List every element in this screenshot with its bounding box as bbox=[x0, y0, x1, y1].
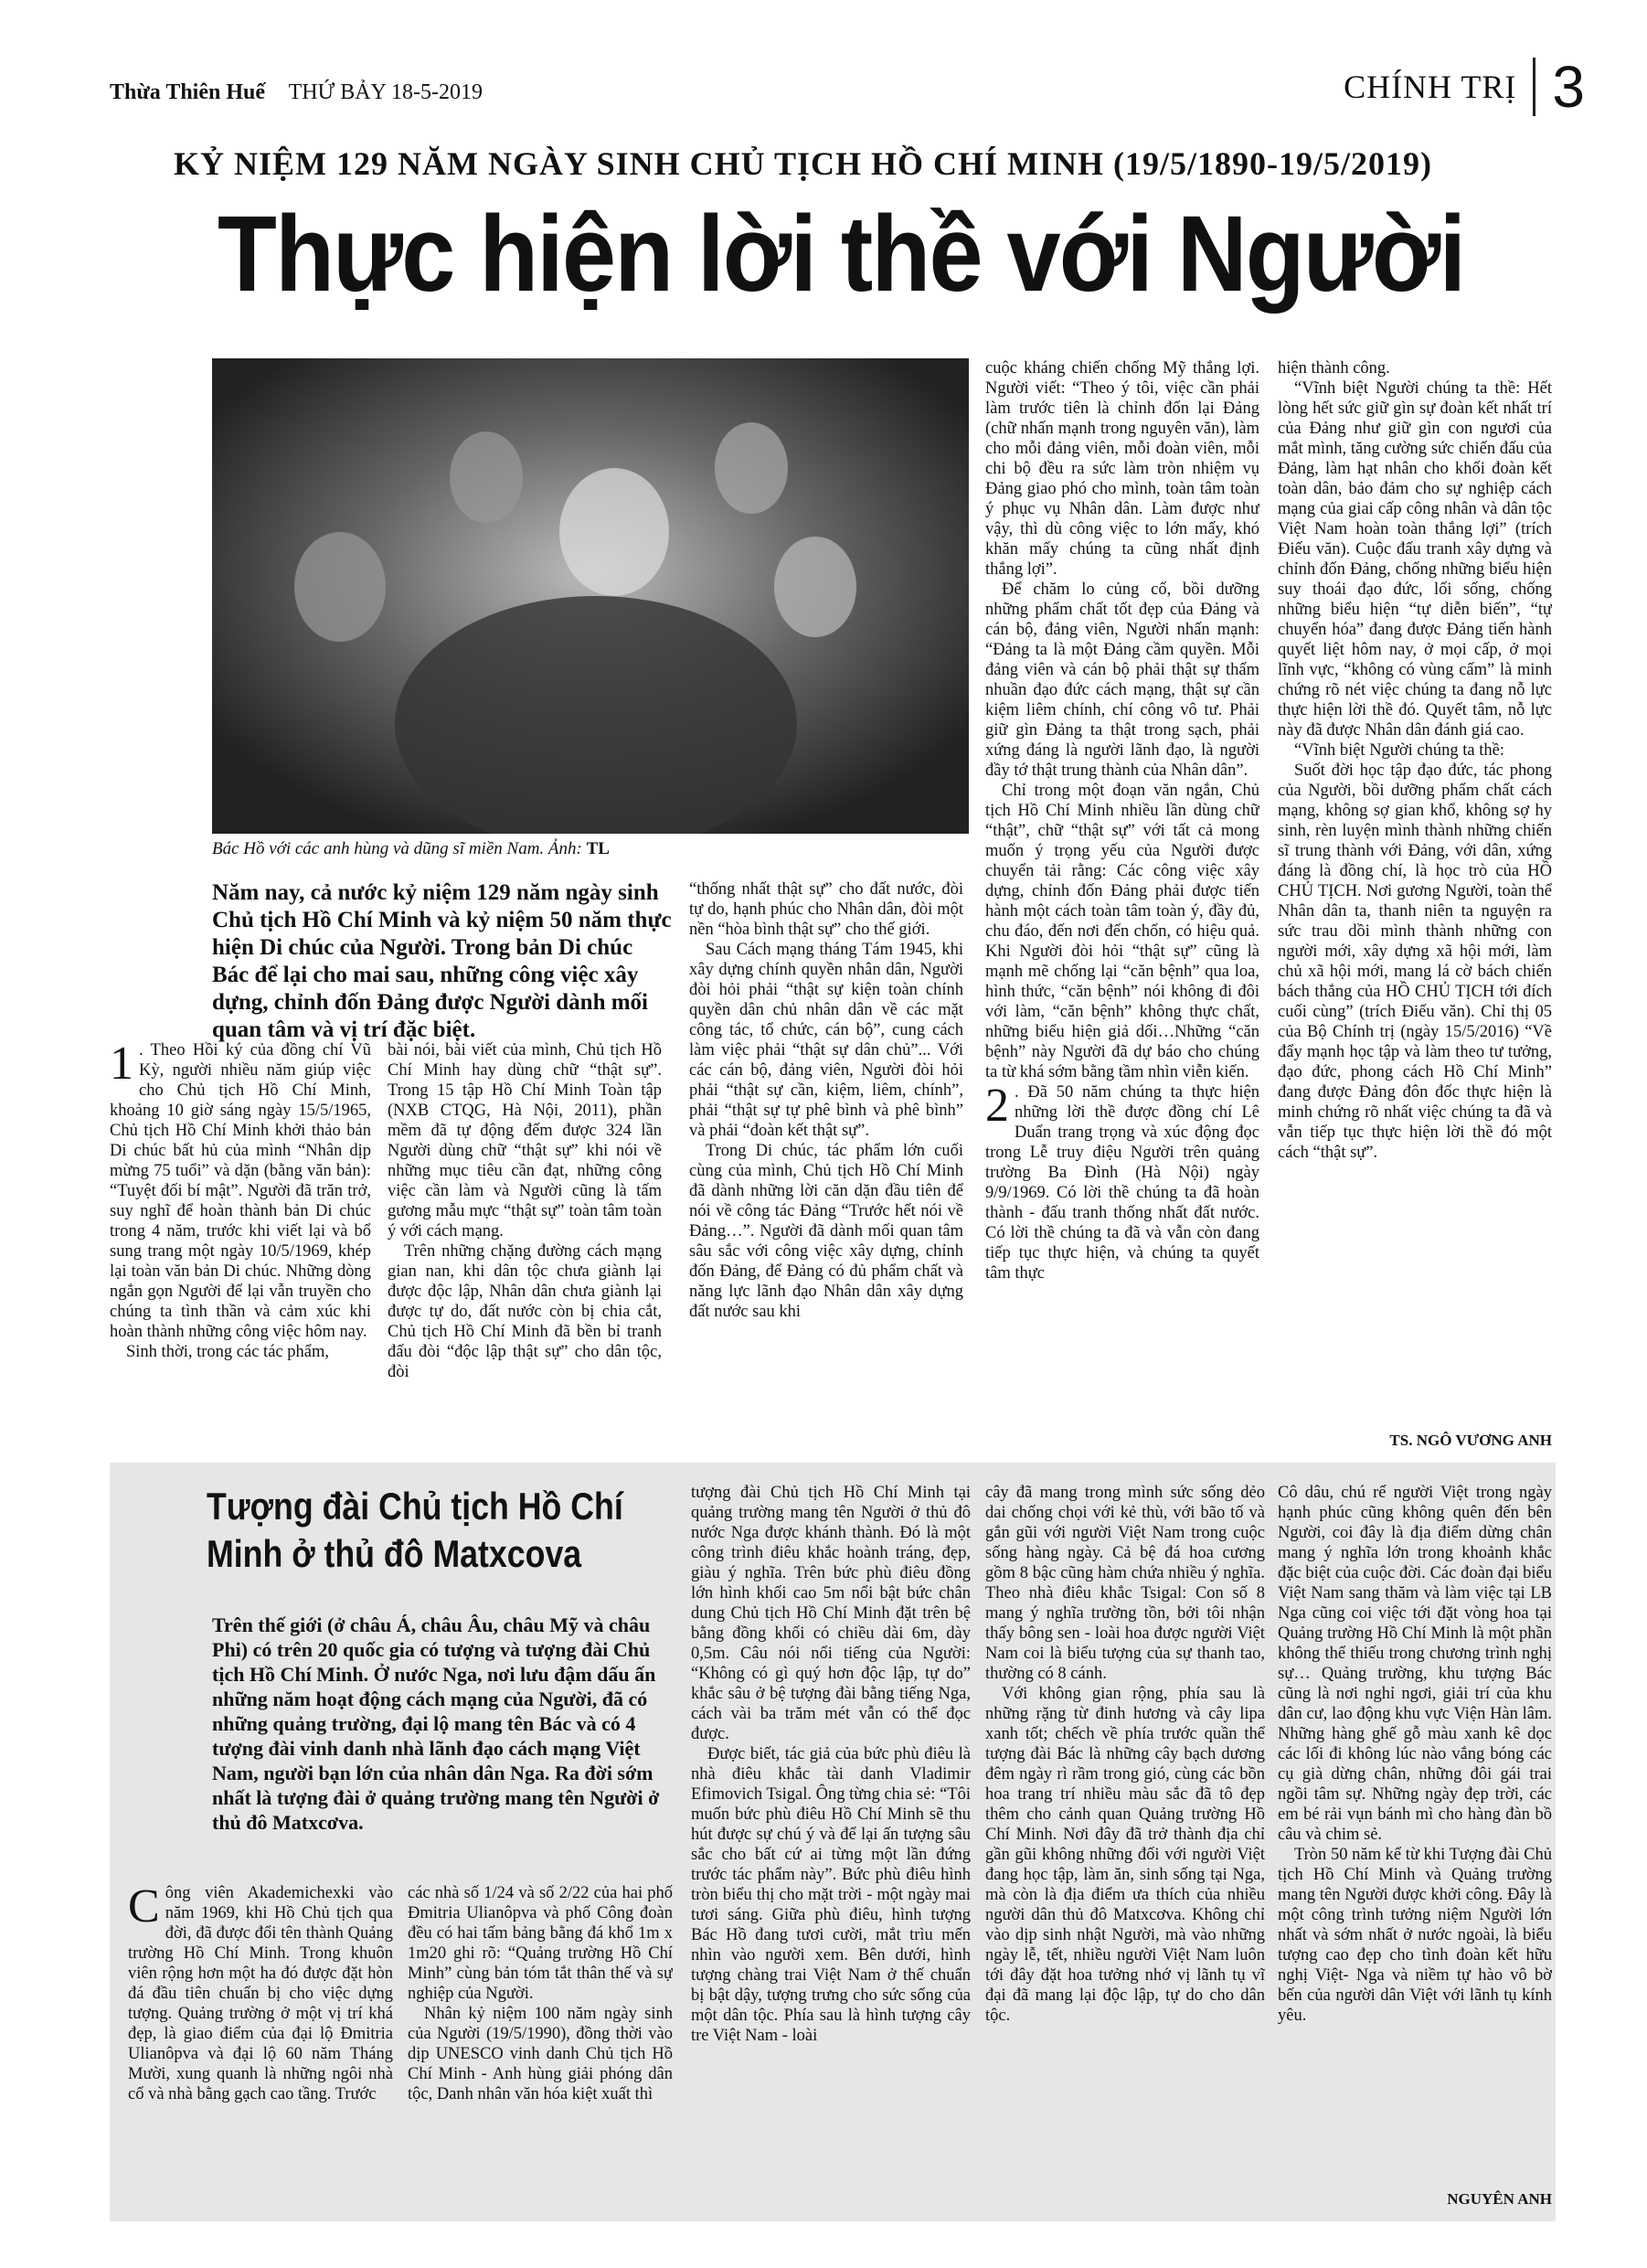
box-headline: Tượng đài Chủ tịch Hồ Chí Minh ở thủ đô Matxcova bbox=[207, 1485, 623, 1575]
article-column-5 bbox=[1278, 358, 1552, 1428]
section-name: CHÍNH TRỊ bbox=[1344, 69, 1517, 105]
col5-p1: hiện thành công. bbox=[1278, 359, 1390, 378]
article-column-3 bbox=[689, 879, 963, 1457]
box-column-1 bbox=[128, 1883, 393, 2212]
article-byline: TS. NGÔ VƯƠNG ANH bbox=[1389, 1432, 1552, 1449]
issue-date: THỨ BẢY 18-5-2019 bbox=[288, 80, 483, 104]
box-col3-p1: tượng đài Chủ tịch Hồ Chí Minh tại quảng trường mang tên Người ở thủ đô nước Nga được khánh thành. Đó là một công trình điêu khắc hoành tráng, đẹp, giàu ý nghĩa. Trên bức phù điêu đồng lớn hình khối cao 5m nổi bật bức chân dung Chủ tịch Hồ Chí Minh đặt trên bệ bằng đồng khối có chiều dài 6m, dày 0,5m. Câu nói nổi tiếng của Người: “Không có gì quý hơn độc lập, tự do” khắc sâu ở bệ tượng đài bằng tiếng Nga, cách vài ba trăm mét vẫn có thể đọc được. bbox=[691, 1484, 971, 1743]
box-byline: NGUYÊN ANH bbox=[1447, 2190, 1552, 2208]
col4-p4: . Đã 50 năm chúng ta thực hiện những lời thề được đồng chí Lê Duẩn trang trọng và xúc động đọc trong Lễ truy điệu Người trên quảng trường Ba Đình (Hà Nội) ngày 9/9/1969. Có lời thề chúng ta đã hoàn thành - đấu tranh thống nhất đất nước. Có lời thề chúng ta đã và vẫn còn đang tiếp tục thực hiện, và chúng ta quyết tâm thực bbox=[985, 1083, 1259, 1283]
photo-image bbox=[212, 358, 969, 834]
col5-p3: “Vĩnh biệt Người chúng ta thề: bbox=[1294, 741, 1504, 760]
col5-p4: Suốt đời học tập đạo đức, tác phong của Người, bồi dưỡng phẩm chất cách mạng, không sợ gian khổ, không sợ hy sinh, rèn luyện mình thành những chiến sĩ trung thành với Đảng, với dân, xứng đáng là đồng chí, là học trò của HỒ CHỦ TỊCH. Nơi gương Người, toàn thể Nhân dân ta, thanh niên ta nguyện ra sức trau dồi mình thành những con người mới, xây dựng xã hội mới, làm chủ xã hội mới, mang lá cờ bách chiến bách thắng của HỒ CHỦ TỊCH tới đích cuối cùng” (trích Điếu văn). Chỉ thị 05 của Bộ Chính trị (ngày 15/5/2016) “Về đẩy mạnh học tập và làm theo tư tưởng, đạo đức, phong cách Hồ Chí Minh” đang được Đảng đôn đốc thực hiện là minh chứng rõ nhất việc chúng ta đã và vẫn tiếp tục thực hiện lời thề đó một cách “thật sự”. bbox=[1278, 761, 1552, 1162]
box-column-5 bbox=[1278, 1483, 1552, 2183]
col3-p2: Sau Cách mạng tháng Tám 1945, khi xây dựng chính quyền nhân dân, Người đòi hỏi phải “thật sự kiện toàn chính quyền dân chủ nhân dân về các mặt công tác, tổ chức, cán bộ”, cung cách làm việc phải “thật sự dân chủ”... Với các cán bộ, đảng viên, Người đòi hỏi phải “thật sự cần, kiệm, liêm, chính”, phải “thật sự tự phê bình và phê bình” và phải “đoàn kết thật sự”. bbox=[689, 941, 963, 1140]
col5-p2: “Vĩnh biệt Người chúng ta thề: Hết lòng hết sức giữ gìn sự đoàn kết nhất trí của Đảng như giữ gìn con ngươi của mắt mình, tăng cường sức chiến đấu của Đảng, làm hạt nhân cho khối đoàn kết toàn dân, bảo đảm cho sự nghiệp cách mạng của giai cấp công nhân và dân tộc Việt Nam hoàn toàn thắng lợi” (trích Điếu văn). Cuộc đấu tranh xây dựng và chỉnh đốn Đảng, chống những biểu hiện suy thoái đạo đức, lối sống, chống những biểu hiện “tự diễn biến”, “tự chuyển hóa” đang được Đảng tiến hành quyết liệt hôm nay, ở mọi cấp, ở mọi lĩnh vực, “không có vùng cấm” là minh chứng rõ nét việc chúng ta đang nỗ lực thực hiện lời thề đó. Quyết tâm, nỗ lực này đã được Nhân dân đánh giá cao. bbox=[1278, 379, 1552, 740]
box-col2-p1: các nhà số 1/24 và số 2/22 của hai phố Đmitria Ulianôpva và phố Công đoàn đều có hai tấm bảng bằng đá khổ 1m x 1m20 ghi rõ: “Quảng trường Hồ Chí Minh” cùng bản tóm tắt thân thế và sự nghiệp của Người. bbox=[408, 1884, 673, 2003]
box-col2-p2: Nhân kỷ niệm 100 năm ngày sinh của Người (19/5/1990), đồng thời vào dịp UNESCO vinh danh Chủ tịch Hồ Chí Minh - Anh hùng giải phóng dân tộc, Danh nhân văn hóa kiệt xuất thì bbox=[408, 2005, 673, 2103]
box-column-4 bbox=[985, 1483, 1265, 2214]
box-col4-p1: cây đã mang trong mình sức sống dẻo dai chống chọi với kẻ thù, với bão tố và gắn gũi với người Việt Nam trong cuộc sống hàng ngày. Cả bệ đá hoa cương gồm 8 bậc cũng hàm chứa nhiều ý nghĩa. Theo nhà điêu khắc Tsigal: Con số 8 mang ý nghĩa trường tồn, bởi tôi nhận thấy bông sen - loài hoa được người Việt Nam coi là biểu tượng của sự thanh tao, thường có 8 cánh. bbox=[985, 1484, 1265, 1683]
box-col3-p2: Được biết, tác giả của bức phù điêu là nhà điêu khắc tài danh Vladimir Efimovich Tsigal. Ông từng chia sẻ: “Tôi muốn bức phù điêu Hồ Chí Minh sẽ thu hút được sự chú ý và để lại ấn tượng sâu sắc cho bất cứ ai từng một lần đứng trước tác phẩm này”. Bức phù điêu hình tròn biểu thị cho mặt trời - một ngày mai tươi sáng. Giữa phù điêu, hình tượng Bác Hồ đang tươi cười, mắt trìu mến nhìn vào người xem. Bên dưới, hình tượng chàng trai Việt Nam ở thế chuẩn bị bật dậy, tượng trưng cho sức sống của một dân tộc. Phía sau là hình tượng cây tre Việt Nam - loài bbox=[691, 1745, 971, 2045]
col4-p2: Để chăm lo củng cố, bồi dưỡng những phẩm chất tốt đẹp của Đảng và cán bộ, đảng viên, Người nhấn mạnh: “Đảng ta là một Đảng cầm quyền. Mỗi đảng viên và cán bộ phải thật sự thấm nhuần đạo đức cách mạng, thật sự cần kiệm liêm chính, chí công vô tư. Phải giữ gìn Đảng ta thật trong sạch, phải xứng đáng là người lãnh đạo, là người đầy tớ thật trung thành của Nhân dân”. bbox=[985, 580, 1259, 780]
article-lede: Năm nay, cả nước kỷ niệm 129 năm ngày sinh Chủ tịch Hồ Chí Minh và kỷ niệm 50 năm thực hiện Di chúc của Người. Trong bản Di chúc Bác để lại cho mai sau, những công việc xây dựng, chỉnh đốn Đảng được Người dành mối quan tâm và vị trí đặc biệt. bbox=[212, 880, 672, 1042]
col2-p2: Trên những chặng đường cách mạng gian nan, khi dân tộc chưa giành lại được độc lập, Nhân dân chưa giành lại được tự do, đất nước còn bị chia cắt, Chủ tịch Hồ Chí Minh đã bền bỉ tranh đấu đòi “độc lập thật sự” cho dân tộc, đòi bbox=[388, 1242, 662, 1381]
article-column-1 bbox=[110, 1040, 371, 1456]
page-header-left bbox=[110, 80, 483, 105]
caption-text: Bác Hồ với các anh hùng và dũng sĩ miền Nam. Ảnh: bbox=[212, 839, 582, 858]
col3-p3: Trong Di chúc, tác phẩm lớn cuối cùng của mình, Chủ tịch Hồ Chí Minh đã dành những lời căn dặn đầu tiên để nói về công tác Đảng “Trước hết nói về Đảng…”. Người đã dành mối quan tâm sâu sắc với công việc xây dựng, chỉnh đốn Đảng, để Đảng có đủ phẩm chất và năng lực lãnh đạo Nhân dân xây dựng đất nước sau khi bbox=[689, 1142, 963, 1321]
article-kicker: KỶ NIỆM 129 NĂM NGÀY SINH CHỦ TỊCH HỒ CHÍ MINH (19/5/1890-19/5/2019) bbox=[174, 145, 1433, 182]
article-photo bbox=[212, 358, 969, 834]
page-number: 3 bbox=[1552, 54, 1585, 120]
box-lede: Trên thế giới (ở châu Á, châu Âu, châu Mỹ và châu Phi) có trên 20 quốc gia có tượng và tượng đài Chủ tịch Hồ Chí Minh. Ở nước Nga, nơi lưu đậm dấu ấn những năm hoạt động cách mạng của Người, đã có những quảng trường, đại lộ mang tên Bác và có 4 tượng đài vinh danh nhà lãnh đạo cách mạng Việt Nam, người bạn lớn của nhân dân Nga. Ra đời sớm nhất là tượng đài ở quảng trường mang tên Người ở thủ đô Matxcơva. bbox=[212, 1613, 660, 1834]
header-divider bbox=[1533, 58, 1535, 116]
col4-p3: Chỉ trong một đoạn văn ngắn, Chủ tịch Hồ Chí Minh nhiều lần dùng chữ “thật”, chữ “thật sự” với tất cả mong muốn ý trọng yếu của Người được chuyển tải rằng: Các công việc xây dựng, chỉnh đốn Đảng phải được tiến hành một cách toàn tâm toàn ý, đầy đủ, chu đáo, đến nơi đến chốn, có hiệu quả. Khi Người đòi hỏi “thật sự” cũng là mạnh mẽ chống lại “căn bệnh” qua loa, hình thức, “căn bệnh” nói không đi đôi với làm, “căn bệnh” không thực chất, những biểu hiện giả dối…Những “căn bệnh” này Người đã dự báo cho chúng ta từ khá sớm bằng tầm nhìn viễn kiến. bbox=[985, 782, 1259, 1081]
box-column-2 bbox=[408, 1883, 673, 2212]
box-col4-p2: Với không gian rộng, phía sau là những rặng từ đinh hương và cây lipa xanh tốt; chếch về phía trước quần thể tượng đài Bác là những cây bạch dương đêm ngày rì rầm trong gió, cùng các bồn hoa trang trí nhiều màu sắc đã tô đẹp thêm cho cảnh quan Quảng trường Hồ Chí Minh. Nơi đây đã trở thành địa chỉ gần gũi không những đối với người Việt đang học tập, làm ăn, sinh sống tại Nga, mà còn là địa điểm ưa thích của nhiều người dân thủ đô Matxcơva. Không chỉ vào dịp sinh nhật Người, mà vào những ngày lễ, tết, nhiều người Việt Nam luôn tới đây đặt hoa tưởng nhớ vị lãnh tụ vĩ đại đã mang lại độc lập, tự do cho dân tộc. bbox=[985, 1685, 1265, 2025]
box-column-3 bbox=[691, 1483, 971, 2214]
box-drop-cap: C bbox=[128, 1883, 160, 1933]
article-column-4 bbox=[985, 358, 1259, 1457]
col2-p1: bài nói, bài viết của mình, Chủ tịch Hồ Chí Minh hay dùng chữ “thật sự”. Trong 15 tập Hồ Chí Minh Toàn tập (NXB CTQG, Hà Nội, 2011), phần mềm đã tự động đếm được 324 lần Người dùng chữ “thật sự” khi nói về những mục tiêu cần đạt, những công việc cần làm và Người cũng là tấm gương mẫu mực “thật sự” toàn tâm toàn ý với cách mạng. bbox=[388, 1041, 662, 1240]
col4-p1: cuộc kháng chiến chống Mỹ thắng lợi. Người viết: “Theo ý tôi, việc cần phải làm trước tiên là chỉnh đốn lại Đảng (chữ nhấn mạnh trong nguyên văn), làm cho mỗi đảng viên, mỗi đoàn viên, mỗi chi bộ đều ra sức làm tròn nhiệm vụ Đảng giao phó cho mình, toàn tâm toàn ý phục vụ Nhân dân. Làm được như vậy, thì dù công việc to lớn mấy, khó khăn mấy chúng ta cũng nhất định thắng lợi”. bbox=[985, 359, 1259, 579]
col1-p2: Sinh thời, trong các tác phẩm, bbox=[126, 1343, 329, 1361]
box-col5-p2: Tròn 50 năm kể từ khi Tượng đài Chủ tịch Hồ Chí Minh và Quảng trường mang tên Người được khởi công. Đây là một công trình tưởng niệm Người lớn nhất và sớm nhất ở nước ngoài, là biểu tượng cao đẹp cho tình đoàn kết hữu nghị Việt- Nga và niềm tự hào vô bờ bến của người dân Việt với lãnh tụ kính yêu. bbox=[1278, 1846, 1552, 2025]
box-col5-p1: Cô dâu, chú rể người Việt trong ngày hạnh phúc cũng không quên đến bên Người, coi đây là địa điểm dừng chân mang ý nghĩa lớn trong khoảnh khắc đặc biệt của cuộc đời. Các đoàn đại biểu Việt Nam sang thăm và làm việc tại LB Nga cũng coi việc tới đặt vòng hoa tại Quảng trường Hồ Chí Minh là một phần không thể thiếu trong chương trình nghị sự… Quảng trường, khu tượng Bác cũng là nơi nghỉ ngơi, giải trí của khu dân cư, lao động khu vực Viện Hàn lâm. Những hàng ghế gỗ màu xanh kê dọc các lối đi không lúc nào vắng bóng các cụ già dừng chân, những đôi gái trai ngồi tâm sự. Những ngày đẹp trời, các em bé rải vụn bánh mì cho hàng đàn bồ câu và chim sẻ. bbox=[1278, 1484, 1552, 1844]
photo-caption bbox=[212, 839, 969, 859]
article-column-2 bbox=[388, 1040, 662, 1456]
drop-cap-2: 2 bbox=[985, 1080, 1009, 1132]
article-headline: Thực hiện lời thề với Người bbox=[218, 194, 1465, 314]
newspaper-name: Thừa Thiên Huế bbox=[110, 80, 266, 104]
box-col1-text: ông viên Akademichexki vào năm 1969, khi Hồ Chủ tịch qua đời, đã được đổi tên thành Quảng trường Hồ Chí Minh. Trong khuôn viên rộng hơn một ha đó được đặt hòn đá đầu tiên chuẩn bị cho việc dựng tượng. Quảng trường ở một vị trí khá đẹp, là giao điểm của đại lộ Đmitria Ulianôpva và đại lộ 60 năm Tháng Mười, xung quanh là những ngôi nhà cổ và nhà bằng gạch cao tầng. Trước bbox=[128, 1884, 393, 2103]
col3-p1: “thống nhất thật sự” cho đất nước, đòi tự do, hạnh phúc cho Nhân dân, đòi một nền “hòa bình thật sự” cho thế giới. bbox=[689, 880, 963, 939]
caption-credit: TL bbox=[586, 839, 610, 858]
col1-text: . Theo Hồi ký của đồng chí Vũ Kỳ, người nhiều năm giúp việc cho Chủ tịch Hồ Chí Minh, khoảng 10 giờ sáng ngày 15/5/1965, Chủ tịch Hồ Chí Minh khởi thảo bản Di chúc bất hủ của mình “Nhân dịp mừng 75 tuổi” và dặn (bằng văn bản): “Tuyệt đối bí mật”. Người đã trăn trở, suy nghĩ để hoàn thành bản Di chúc trong 4 năm, trước khi viết lại và bổ sung trang một ngày 10/5/1969, khép lại toàn văn bản Di chúc. Những dòng ngắn gọn Người để lại vẫn truyền cho chúng ta tình thần và cảm xúc khi hoàn thành những công việc hôm nay. bbox=[110, 1041, 371, 1341]
drop-cap-1: 1 bbox=[110, 1040, 133, 1090]
page-header-right bbox=[1344, 53, 1585, 121]
